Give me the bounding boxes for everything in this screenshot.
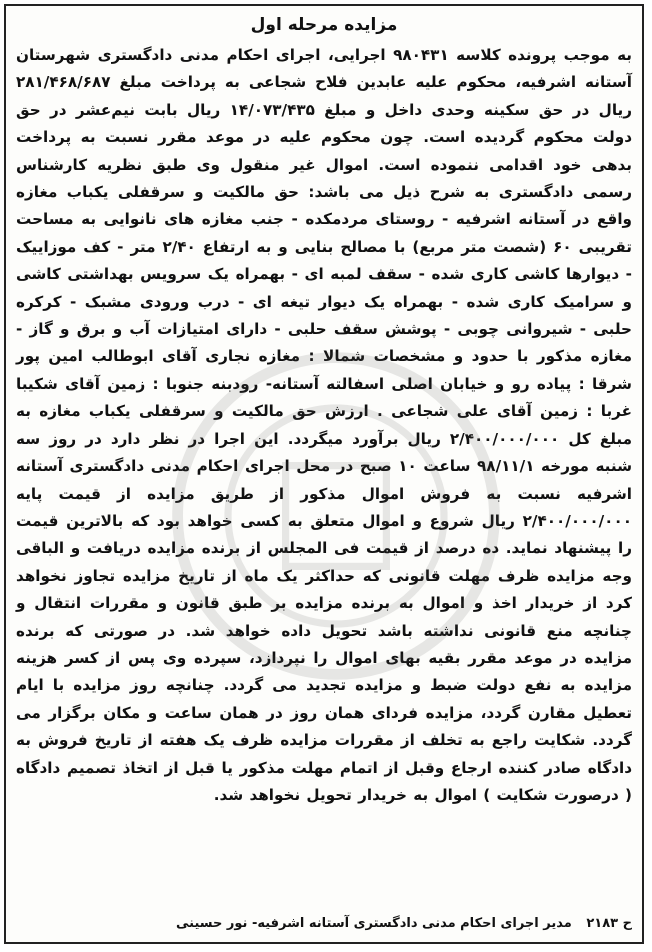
notice-title: مزایده مرحله اول [250, 15, 398, 35]
notice-body: به موجب پرونده کلاسه ۹۸۰۴۳۱ اجرایی، اجرای احکام مدنی دادگستری شهرستان آستانه اشرفیه، محکوم علیه عابدین فلاح شجاعی به پرداخت مبلغ ۲۸۱/۴۶۸/۶۸۷ ریال در حق سکینه وحدی داخل و مبلغ ۱۴/۰۷۳/۴۳۵ ریال بابت نیم‌عشر در حق دولت محکوم گردیده است. چون محکوم علیه در موعد مقرر نسبت به پرداخت بدهی خود اقدامی ننموده است. اموال غیر منقول وی طبق نظریه کارشناس رسمی دادگستری به شرح ذیل می باشد: حق مالکیت و سرقفلی یکباب مغازه واقع در آستانه اشرفیه - روستای مردمکده - جنب مغازه های نانوایی به مساحت تقریبی ۶۰ (شصت متر مربع) با مصالح بنایی و به ارتفاع ۲/۴۰ متر - کف موزاییک - دیوارها کاشی کاری شده - سقف لمبه ای - بهمراه یک سرویس بهداشتی کاشی و سرامیک کاری شده - بهمراه یک دیوار تیغه ای - درب ورودی مشبک - کرکره حلبی - شیروانی چوبی - پوشش سقف حلبی - دارای امتیازات آب و برق و گاز - مغازه مذکور با حدود و مشخصات شمالا : مغازه نجاری آقای ابوطالب امین پور شرقا : پیاده رو و خیابان اصلی اسفالته آستانه- رودبنه جنوبا : زمین آقای شکیبا غربا : زمین آقای علی شجاعی . ارزش حق مالکیت و سرقفلی یکباب مغازه به مبلغ کل ۲/۴۰۰/۰۰۰/۰۰۰ ریال برآورد میگردد. این اجرا در نظر دارد در روز سه شنبه مورخه ۹۸/۱۱/۱ ساعت ۱۰ صبح در محل اجرای احکام مدنی دادگستری آستانه اشرفیه نسبت به فروش اموال مذکور از طریق مزایده از قیمت پایه ۲/۴۰۰/۰۰۰/۰۰۰ ریال شروع و اموال متعلق به کسی خواهد بود که بالاترین قیمت را پیشنهاد نماید. ده درصد از قیمت فی المجلس از برنده مزایده دریافت و الباقی وجه مزایده ظرف مهلت قانونی که حداکثر یک ماه از تاریخ مزایده تجاوز نخواهد کرد از خریدار اخذ و اموال به برنده مزایده بر طبق قانون و مقررات انتقال و چنانچه منع قانونی نداشته باشد تحویل داده خواهد شد. در صورتی که برنده مزایده در موعد مقرر بقیه بهای اموال را نپردازد، سپرده وی پس از کسر هزینه مزایده به نفع دولت ضبط و مزایده تجدید می گردد. چنانچه روز مزایده با ایام تعطیل مقارن گردد، مزایده فردای همان روز در همان ساعت و مکان برگزار می گردد. شکایت راجع به تخلف از مقررات مزایده ظرف یک هفته از تاریخ فروش به دادگاه صادر کننده ارجاع وقبل از اتمام مهلت مذکور یا قبل از اتخاذ تصمیم دادگاه ( درصورت شکایت ) اموال به خریدار تحویل نخواهد شد. [16, 46, 632, 804]
notice-frame [4, 4, 644, 944]
notice-footer [16, 914, 632, 934]
notice-code: ح ۲۱۸۳ [586, 916, 632, 931]
notice-signature: مدیر اجرای احکام مدنی دادگستری آستانه اشرفیه- نور حسینی [176, 916, 572, 931]
